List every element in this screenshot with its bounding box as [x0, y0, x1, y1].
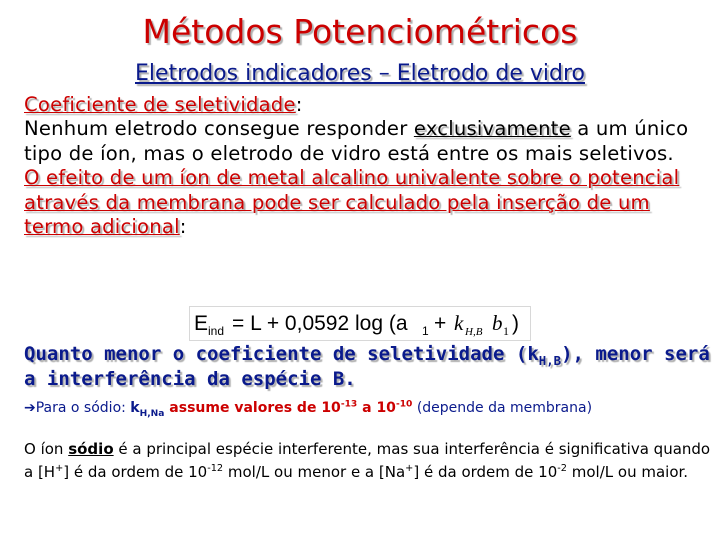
page-subtitle: Eletrodos indicadores – Eletrodo de vidro: [135, 61, 585, 86]
eq-k: k: [454, 311, 464, 335]
info-sup-3: +: [405, 463, 414, 474]
selectivity-heading: Coeficiente de seletividade: [24, 93, 296, 116]
selectivity-paragraph: [24, 93, 714, 166]
info-f: mol/L ou maior.: [567, 463, 689, 481]
paragraph-1-end: a um único tipo de íon, mas o eletrodo de vidro está entre os mais seletivos.: [24, 117, 689, 165]
paragraph-1-start: Nenhum eletrodo consegue responder: [24, 117, 414, 141]
sodium-exp-1: -13: [340, 399, 358, 410]
eq-main: = L + 0,0592 log (a: [232, 312, 408, 335]
eq-E-sub: ind: [208, 324, 225, 338]
eq-b: b: [492, 311, 503, 335]
conclusion-start: Quanto menor o coeficiente de seletividade (k: [24, 343, 539, 365]
eq-k-sub: H,B: [465, 326, 483, 338]
equation-svg: [190, 307, 530, 340]
eq-plus: +: [434, 312, 447, 335]
effect-paragraph: [24, 166, 714, 239]
info-e: ] é da ordem de 10: [413, 463, 558, 481]
sodium-k: k: [130, 400, 140, 416]
info-d: mol/L ou menor e a [Na: [223, 463, 406, 481]
conclusion-text: [24, 342, 714, 392]
paragraph-2-colon: :: [179, 215, 187, 239]
page-title: Métodos Potenciométricos: [142, 12, 578, 51]
sodium-values-mid: a 10: [357, 400, 396, 416]
sodium-note: [24, 398, 714, 418]
interference-paragraph: [24, 438, 714, 484]
info-b: é a principal espécie interferente, mas sua interferência é significativa quando a [H: [24, 440, 711, 481]
info-sup-1: +: [55, 463, 64, 474]
sodium-label: Para o sódio:: [35, 400, 131, 416]
paragraph-2: O efeito de um íon de metal alcalino univalente sobre o potencial através da membrana pode ser calculado pela inserção de um termo adicional: [24, 166, 680, 239]
eq-close: ): [512, 312, 519, 335]
eq-E: E: [194, 312, 209, 335]
emphasis-exclusivamente: exclusivamente: [413, 117, 571, 141]
heading-colon: :: [295, 93, 303, 116]
eq-b-sub: 1: [503, 324, 509, 338]
info-sodio: sódio: [68, 440, 114, 458]
info-sup-4: -2: [557, 463, 567, 474]
info-sup-2: -12: [207, 463, 224, 474]
sodium-values-start: assume valores de 10: [164, 400, 341, 416]
sodium-tail: (depende da membrana): [412, 400, 593, 416]
arrow-icon: ➔: [24, 400, 36, 416]
sodium-exp-2: -10: [395, 399, 413, 410]
conclusion-end: ), menor será a interferência da espécie B.: [24, 343, 710, 390]
conclusion-sub: H,B: [538, 353, 562, 368]
eq-a-sub: 1: [422, 324, 429, 338]
info-a: O íon: [24, 440, 69, 458]
selectivity-equation: [189, 306, 531, 341]
sodium-values: [164, 400, 412, 416]
info-c: ] é da ordem de 10: [63, 463, 208, 481]
body-text: [24, 93, 714, 239]
sodium-k-sub: H,Na: [139, 408, 165, 419]
